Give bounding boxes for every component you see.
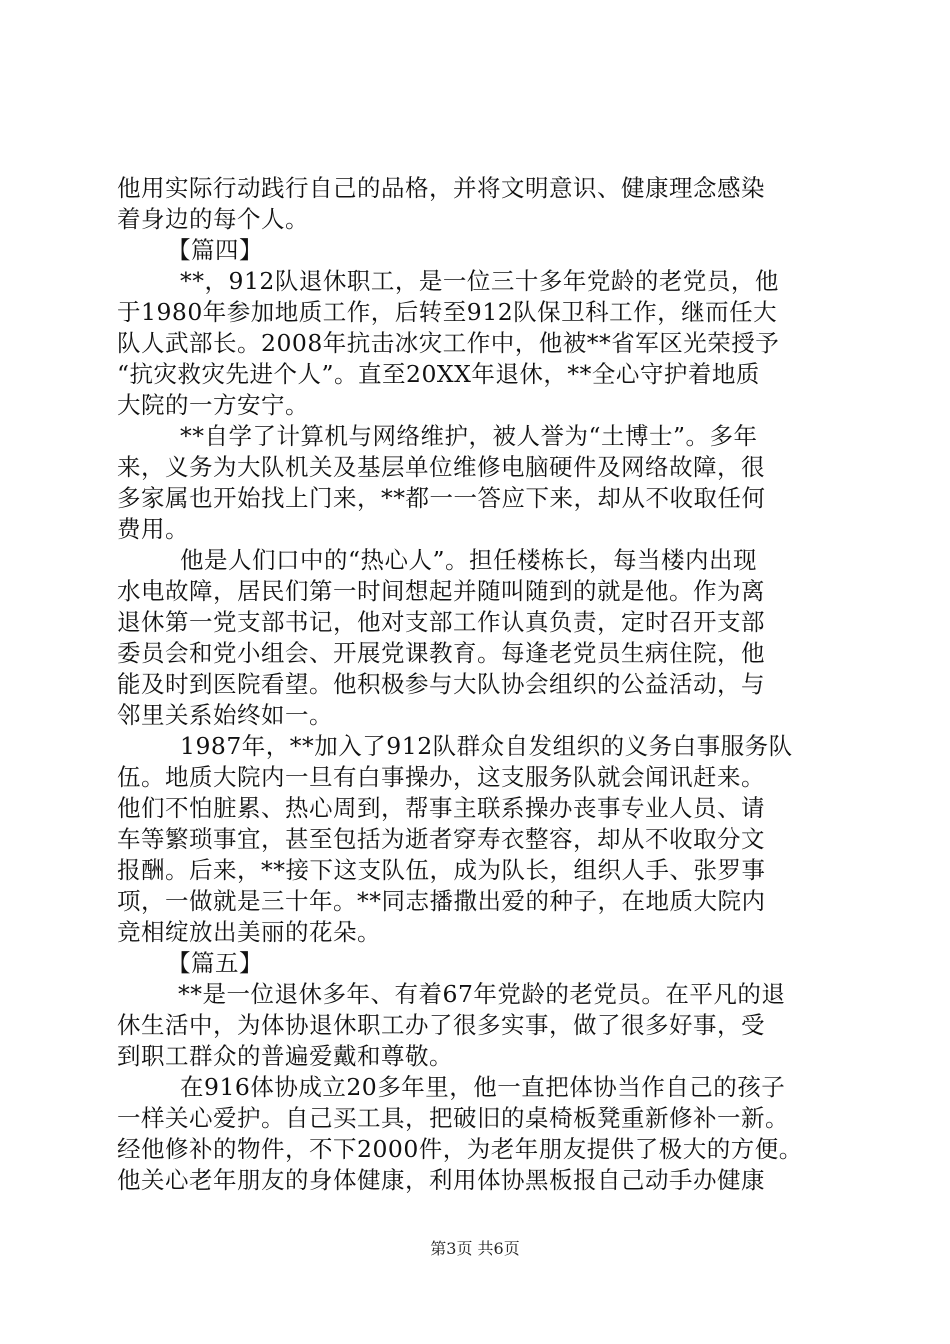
text-line: 休生活中，为体协退休职工办了很多实事，做了很多好事，受 [117, 1011, 765, 1039]
text-line: 着身边的每个人。 [117, 205, 309, 233]
text-line: 大院的一方安宁。 [117, 391, 309, 419]
text-line: 项，一做就是三十年。**同志播撒出爱的种子，在地质大院内 [117, 887, 766, 915]
text-line: 退休第一党支部书记，他对支部工作认真负责，定时召开支部 [117, 608, 765, 636]
text-line: 竞相绽放出美丽的花朵。 [117, 918, 381, 946]
text-line: 一样关心爱护。自己买工具，把破旧的桌椅板凳重新修补一新。 [117, 1104, 789, 1132]
text-line: **自学了计算机与网络维护，被人誉为“土博士”。多年 [180, 422, 758, 450]
text-line: 水电故障，居民们第一时间想起并随叫随到的就是他。作为离 [117, 577, 765, 605]
text-line: 经他修补的物件，不下2000件，为老年朋友提供了极大的方便。 [117, 1135, 803, 1163]
text-line: 1987年，**加入了912队群众自发组织的义务白事服务队 [180, 732, 793, 760]
text-line: 车等繁琐事宜，甚至包括为逝者穿寿衣整容，却从不收取分文 [117, 825, 765, 853]
text-line: 委员会和党小组会、开展党课教育。每逢老党员生病住院，他 [117, 639, 765, 667]
text-line: 多家属也开始找上门来，**都一一答应下来，却从不收取任何 [117, 484, 766, 512]
text-line: 于1980年参加地质工作，后转至912队保卫科工作，继而任大 [117, 298, 778, 326]
text-line: 到职工群众的普遍爱戴和尊敬。 [117, 1042, 453, 1070]
section-heading: 【篇五】 [167, 949, 263, 977]
text-line: 他关心老年朋友的身体健康，利用体协黑板报自己动手办健康 [117, 1166, 765, 1194]
text-line: **是一位退休多年、有着67年党龄的老党员。在平凡的退 [178, 980, 786, 1008]
text-line: 报酬。后来，**接下这支队伍，成为队长，组织人手、张罗事 [117, 856, 766, 884]
text-line: 能及时到医院看望。他积极参与大队协会组织的公益活动，与 [117, 670, 765, 698]
text-line: “抗灾救灾先进个人”。直至20XX年退休，**全心守护着地质 [117, 360, 760, 388]
text-line: 费用。 [117, 515, 189, 543]
text-line: **，912队退休职工，是一位三十多年党龄的老党员，他 [180, 267, 779, 295]
text-line: 伍。地质大院内一旦有白事操办，这支服务队就会闻讯赶来。 [117, 763, 765, 791]
text-line: 来，义务为大队机关及基层单位维修电脑硬件及网络故障，很 [117, 453, 765, 481]
text-line: 他是人们口中的“热心人”。担任楼栋长，每当楼内出现 [180, 546, 758, 574]
text-line: 邻里关系始终如一。 [117, 701, 333, 729]
page-number-footer: 第3页 共6页 [430, 1239, 520, 1258]
text-line: 在916体协成立20多年里，他一直把体协当作自己的孩子 [180, 1073, 786, 1101]
text-line: 他用实际行动践行自己的品格，并将文明意识、健康理念感染 [117, 174, 765, 202]
text-line: 队人武部长。2008年抗击冰灾工作中，他被**省军区光荣授予 [117, 329, 780, 357]
section-heading: 【篇四】 [167, 236, 263, 264]
text-line: 他们不怕脏累、热心周到，帮事主联系操办丧事专业人员、请 [117, 794, 765, 822]
